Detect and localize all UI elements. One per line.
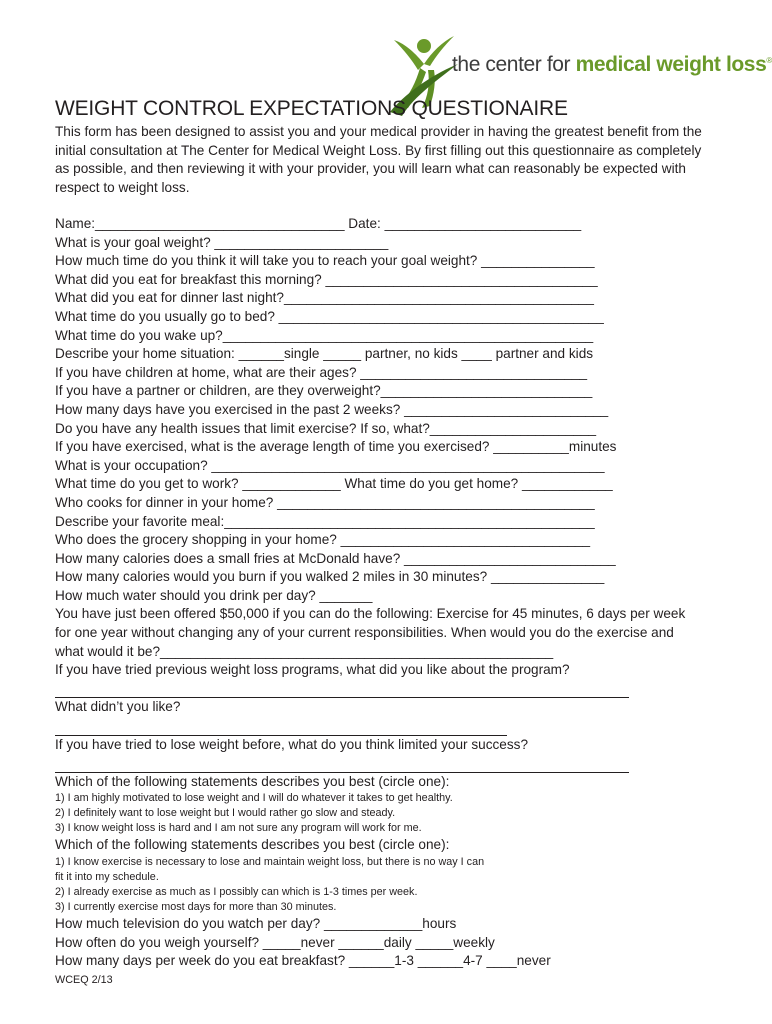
question-children-ages[interactable]: If you have children at home, what are their ages? ______________________________ [55, 364, 588, 380]
question-work-times[interactable]: What time do you get to work? _____________ What time do you get home? ____________ [55, 476, 613, 492]
answer-line-limited[interactable] [55, 754, 629, 773]
question-fries-calories[interactable]: How many calories does a small fries at McDonald have? ____________________________ [55, 550, 616, 566]
question-grocery-shopping[interactable]: Who does the grocery shopping in your home? _________________________________ [55, 532, 591, 548]
logo-text-plain: the center for [452, 53, 576, 76]
question-weigh-frequency[interactable]: How often do you weigh yourself? _____never ______daily _____weekly [55, 934, 495, 950]
statement-prompt-exercise: Which of the following statements describes you best (circle one): [55, 837, 450, 853]
question-favorite-meal[interactable]: Describe your favorite meal:_________________________________________________ [55, 513, 595, 529]
statement-prompt-motivation: Which of the following statements describes you best (circle one): [55, 773, 450, 789]
statement-option[interactable]: 2) I definitely want to lose weight but I would rather go slow and steady. [55, 807, 396, 820]
question-goal-weight[interactable]: What is your goal weight? _______________________ [55, 234, 389, 250]
statement-option[interactable]: 3) I know weight loss is hard and I am not sure any program will work for me. [55, 822, 422, 835]
question-50000-offer[interactable]: You have just been offered $50,000 if you can do the following: Exercise for 45 minutes, 6 days per week for one year without changing any of your current responsibilities. When would you do the exercise and what would it be?____________________________________________________ [55, 606, 686, 659]
logo-wordmark [452, 53, 772, 77]
question-exercise-days[interactable]: How many days have you exercised in the past 2 weeks? ___________________________ [55, 401, 609, 417]
statement-option[interactable]: 2) I already exercise as much as I possibly can which is 1-3 times per week. [55, 886, 418, 898]
footer-form-code: WCEQ 2/13 [55, 973, 113, 986]
answer-line-liked[interactable] [55, 680, 629, 699]
question-occupation[interactable]: What is your occupation? ____________________________________________________ [55, 457, 605, 473]
statement-option[interactable]: 1) I am highly motivated to lose weight and I will do whatever it takes to get healthy. [55, 792, 453, 805]
question-water-intake[interactable]: How much water should you drink per day? _______ [55, 587, 373, 603]
questionnaire-body [55, 215, 755, 987]
statement-option-continued: fit it into my schedule. [55, 871, 159, 883]
statement-option[interactable]: 3) I currently exercise most days for more than 30 minutes. [55, 901, 337, 913]
question-time-to-goal[interactable]: How much time do you think it will take you to reach your goal weight? _______________ [55, 253, 595, 269]
question-family-overweight[interactable]: If you have a partner or children, are they overweight?____________________________ [55, 383, 593, 399]
question-television[interactable]: How much television do you watch per day? _____________hours [55, 916, 457, 931]
logo-registered-mark: ® [766, 56, 772, 65]
answer-line-disliked[interactable] [55, 717, 507, 736]
question-breakfast[interactable]: What did you eat for breakfast this morning? ____________________________________ [55, 271, 598, 287]
question-bedtime[interactable]: What time do you usually go to bed? ___________________________________________ [55, 308, 604, 324]
question-who-cooks[interactable]: Who cooks for dinner in your home? __________________________________________ [55, 494, 595, 510]
question-exercise-length[interactable]: If you have exercised, what is the average length of time you exercised? __________minutes [55, 439, 617, 455]
statement-option[interactable]: 1) I know exercise is necessary to lose and maintain weight loss, but there is no way I can [55, 856, 485, 868]
question-wake-time[interactable]: What time do you wake up?_________________________________________________ [55, 327, 594, 343]
question-breakfast-days[interactable]: How many days per week do you eat breakfast? ______1-3 ______4-7 ____never [55, 953, 551, 969]
question-home-situation[interactable]: Describe your home situation: ______single _____ partner, no kids ____ partner and kids [55, 346, 594, 362]
question-disliked-program: What didn’t you like? [55, 699, 181, 715]
question-name-date[interactable]: Name:_________________________________ Date: __________________________ [55, 216, 582, 231]
question-liked-program: If you have tried previous weight loss programs, what did you like about the program? [55, 662, 570, 678]
question-limited-success: If you have tried to lose weight before, what do you think limited your success? [55, 736, 529, 752]
question-dinner[interactable]: What did you eat for dinner last night?_________________________________________ [55, 290, 594, 306]
form-title: WEIGHT CONTROL EXPECTATIONS QUESTIONAIRE [55, 97, 568, 120]
question-health-issues[interactable]: Do you have any health issues that limit exercise? If so, what?______________________ [55, 420, 597, 436]
question-walk-calories[interactable]: How many calories would you burn if you walked 2 miles in 30 minutes? _______________ [55, 569, 605, 585]
logo-text-bold: medical weight loss [575, 53, 767, 76]
form-intro: This form has been designed to assist you and your medical provider in having the greatest benefit from the initial consultation at The Center for Medical Weight Loss. By first filling out this questionnaire as completely as possible, and then reviewing it with your provider, you will learn what can reasonably be expected with respect to weight loss. [55, 124, 702, 195]
